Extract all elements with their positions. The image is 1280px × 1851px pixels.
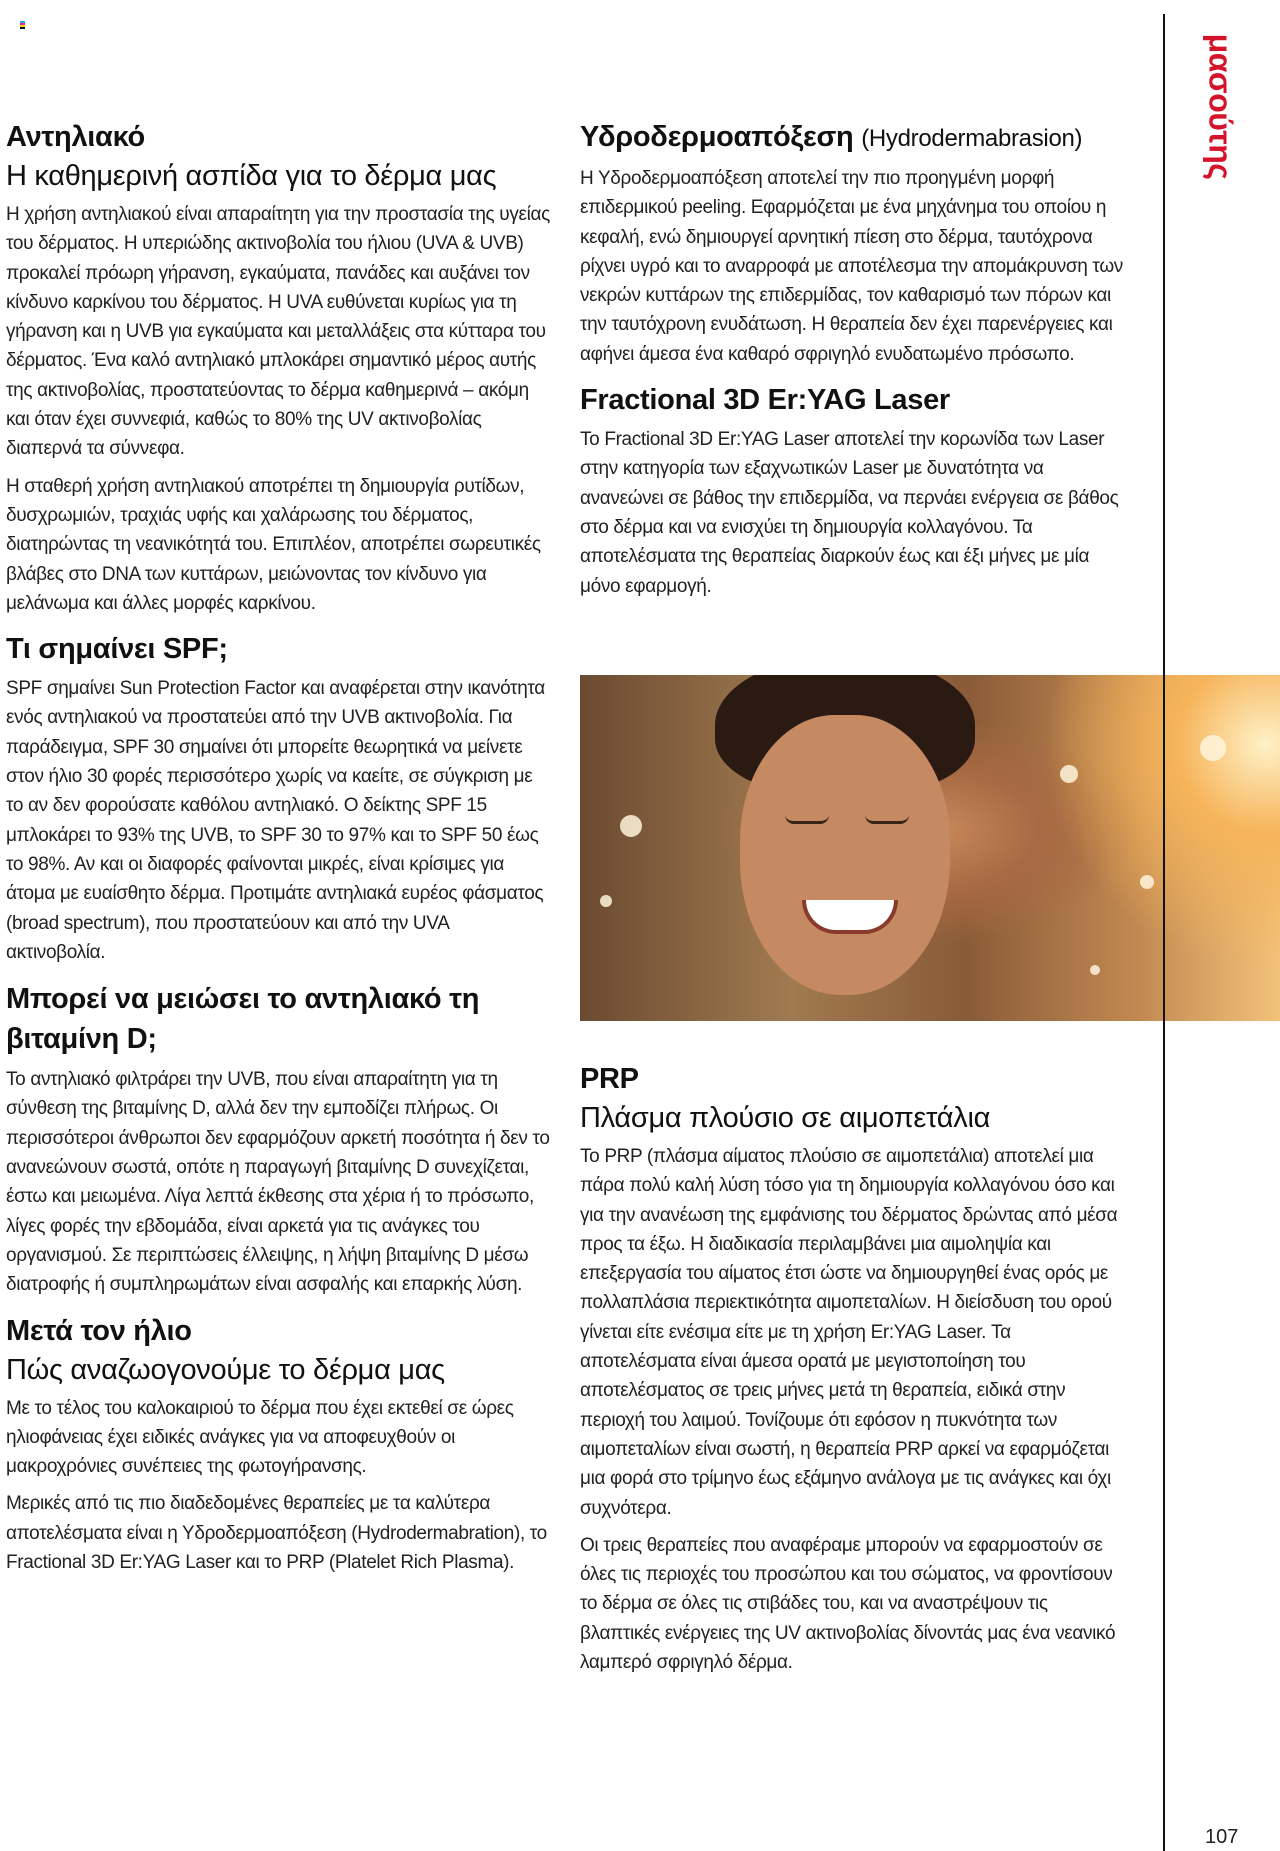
subheading-prp: Πλάσμα πλούσιο σε αιμοπετάλια bbox=[580, 1102, 991, 1134]
photo-eye bbox=[785, 815, 829, 824]
page-number: 107 bbox=[1205, 1826, 1239, 1848]
left-column bbox=[6, 118, 550, 1585]
heading-sunscreen: Αντηλιακό bbox=[6, 121, 145, 153]
bokeh bbox=[1060, 765, 1078, 783]
subheading-after-sun: Πώς αναζωογονούμε το δέρμα μας bbox=[6, 1353, 445, 1386]
heading-hydrodermabrasion-title: Υδροδερμοαπόξεση bbox=[580, 121, 854, 153]
section-spf bbox=[6, 630, 550, 967]
right-column bbox=[580, 118, 1125, 1674]
photo-face bbox=[740, 715, 950, 995]
paragraph: Το αντηλιακό φιλτράρει την UVB, που είναι απαραίτητη για τη σύνθεση της βιταμίνης D, αλλά δεν την εμποδίζει πλήρως. Οι περισσότεροι άνθρωποι δεν εφαρμόζουν αρκετή ποσότητα ή δεν το ανανεώνουν σωστά, οπότε η παραγωγή βιταμίνης D συνεχίζεται, έστω και μειωμένα. Λίγα λεπτά έκθεσης στα χέρια ή το πρόσωπο, λίγες φορές την εβδομάδα, είναι αρκετά για τις ανάγκες του οργανισμού. Σε περιπτώσεις έλλειψης, η λήψη βιταμίνης D μέσω διατροφής ή συμπληρωμάτων είναι ασφαλής και επαρκής λύση. bbox=[6, 1069, 550, 1296]
section-laser bbox=[580, 381, 1125, 601]
bokeh bbox=[1140, 875, 1154, 889]
paragraph: Το PRP (πλάσμα αίματος πλούσιο σε αιμοπετάλια) αποτελεί μια πάρα πολύ καλή λύση τόσο για τη δημιουργία κολλαγόνου όσο και για την ανανέωση της εμφάνισης του δέρματος δρώντας από μέσα προς τα έξω. Η διαδικασία περιλαμβάνει μια αιμοληψία και επεξεργασία του αίματος έτσι ώστε να δημιουργηθεί ένας ορός με πολλαπλάσια περιεκτικότητα αιμοπεταλίων. Η διείσδυση του ορού γίνεται είτε ενέσιμα είτε με τη χρήση Er:YAG Laser. Τα αποτελέσματα είναι άμεσα ορατά με μεγιστοποίηση του αποτελέσματος σε τρεις μήνες μετά τη θεραπεία, ειδικά στην περιοχή του λαιμού. Τονίζουμε ότι εφόσον η πυκνότητα των αιμοπεταλίων είναι σωστή, η θεραπεία PRP αρκεί να εφαρμόζεται μια φορά στο τρίμηνο έως εξάμηνο ανάλογα με τις ανάγκες και όχι συχνότερα. bbox=[580, 1146, 1118, 1519]
photo-eye bbox=[865, 815, 909, 824]
heading-after-sun: Μετά τον ήλιο bbox=[6, 1314, 192, 1347]
paragraph: Οι τρεις θεραπείες που αναφέραμε μπορούν να εφαρμοστούν σε όλες τις περιοχές του προσώπου και του σώματος, να φροντίσουν το δέρμα σε όλες τις στιβάδες του, και να αναστρέψουν τις βλαπτικές ενέργειες της UV ακτινοβολίας δίνοντάς μας ένα νεανικό λαμπερό σφριγηλό δέρμα. bbox=[580, 1534, 1116, 1674]
paragraph: Το Fractional 3D Er:YAG Laser αποτελεί την κορωνίδα των Laser στην κατηγορία των εξαχνωτικών Laser με δυνατότητα να ανανεώνει σε βάθος την επιδερμίδα, να περνάει ενέργεια σε βάθος στο δέρμα και να ενισχύει τη δημιουργία κολλαγόνου. Τα αποτελέσματα της θεραπείας διαρκούν έως και έξι μήνες με μία μόνο εφαρμογή. bbox=[580, 429, 1119, 597]
section-prp bbox=[580, 1060, 1125, 1685]
brand-logo: μασούτης bbox=[1202, 33, 1239, 180]
paragraph: Με το τέλος του καλοκαιριού το δέρμα που έχει εκτεθεί σε ώρες ηλιοφάνειας έχει ειδικές ανάγκες για να αποφευχθούν οι μακροχρόνιες συνέπειες της φωτογήρανσης. bbox=[6, 1397, 514, 1478]
bokeh bbox=[600, 895, 612, 907]
woman-splashing-water-photo bbox=[580, 675, 1280, 1021]
heading-prp: PRP bbox=[580, 1063, 639, 1095]
paragraph: Μερικές από τις πιο διαδεδομένες θεραπείες με τα καλύτερα αποτελέσματα είναι η Υδροδερμοαπόξεση (Hydrodermabration), το Fractional 3D Er:YAG Laser και το PRP (Platelet Rich Plasma). bbox=[6, 1493, 547, 1573]
paragraph: Η σταθερή χρήση αντηλιακού αποτρέπει τη δημιουργία ρυτίδων, δυσχρωμιών, τραχιάς υφής και χαλάρωσης του δέρματος, διατηρώντας τη νεανικότητά του. Επιπλέον, αποτρέπει σωρευτικές βλάβες στο DNA των κυττάρων, μειώνοντας τον κίνδυνο για μελάνωμα και άλλες μορφές καρκίνου. bbox=[6, 475, 541, 614]
section-after-sun bbox=[6, 1312, 550, 1578]
section-sunscreen bbox=[6, 118, 550, 618]
bokeh bbox=[620, 815, 642, 837]
print-color-mark bbox=[20, 21, 25, 29]
subheading-sunscreen: Η καθημερινή ασπίδα για το δέρμα μας bbox=[6, 160, 497, 192]
paragraph: Η χρήση αντηλιακού είναι απαραίτητη για την προστασία της υγείας του δέρματος. Η υπεριώδης ακτινοβολία του ήλιου (UVA & UVB) προκαλεί πρόωρη γήρανση, εγκαύματα, πανάδες και αυξάνει τον κίνδυνο καρκίνου του δέρματος. Η UVA ευθύνεται κυρίως για τη γήρανση και η UVB για εγκαύματα και μεταλλάξεις στα κύτταρα του δέρματος. Ένα καλό αντηλιακό μπλοκάρει σημαντικό μέρος αυτής της ακτινοβολίας, προστατεύοντας το δέρμα καθημερινά – ακόμη και όταν έχει συννεφιά, καθώς το 80% της UV ακτινοβολίας διαπερνά τα σύννεφα. bbox=[6, 204, 550, 460]
vertical-divider bbox=[1163, 14, 1165, 1851]
section-hydrodermabrasion bbox=[580, 118, 1125, 369]
section-vitamin-d bbox=[6, 979, 550, 1299]
heading-laser: Fractional 3D Er:YAG Laser bbox=[580, 384, 950, 417]
paragraph: SPF σημαίνει Sun Protection Factor και αναφέρεται στην ικανότητα ενός αντηλιακού να προστατεύει από την UVB ακτινοβολία. Για παράδειγμα, SPF 30 σημαίνει ότι μπορείτε θεωρητικά να μείνετε στον ήλιο 30 φορές περισσότερο χωρίς να καείτε, σε σύγκριση με το αν δεν φορούσατε καθόλου αντηλιακό. Ο δείκτης SPF 15 μπλοκάρει το 93% της UVB, το SPF 30 το 97% και το SPF 50 έως το 98%. Αν και οι διαφορές φαίνονται μικρές, είναι κρίσιμες για άτομα με ευαίσθητο δέρμα. Προτιμάτε αντηλιακά ευρέος φάσματος (broad spectrum), που προστατεύουν και από την UVA ακτινοβολία. bbox=[6, 678, 545, 963]
bokeh bbox=[1200, 735, 1226, 761]
heading-hydrodermabrasion bbox=[580, 118, 1125, 158]
paragraph: Η Υδροδερμοαπόξεση αποτελεί την πιο προηγμένη μορφή επιδερμικού peeling. Εφαρμόζεται με ένα μηχάνημα του οποίου η κεφαλή, ενώ δημιουργεί αρνητική πίεση στο δέρμα, ταυτόχρονα ρίχνει υγρό και το αναρροφά με αποτέλεσμα την απομάκρυνση των νεκρών κυττάρων της επιδερμίδας, τον καθαρισμό των πόρων και την ταυτόχρονη ενυδάτωση. Η θεραπεία δεν έχει παρενέργειες και αφήνει άμεσα ένα καθαρό σφριγηλό ενυδατωμένο πρόσωπο. bbox=[580, 168, 1123, 365]
bokeh bbox=[1090, 965, 1100, 975]
heading-spf: Τι σημαίνει SPF; bbox=[6, 633, 228, 666]
heading-hydrodermabrasion-suffix: (Hydrodermabrasion) bbox=[861, 125, 1083, 152]
heading-vitamin-d: Μπορεί να μειώσει το αντηλιακό τη βιταμίνη D; bbox=[6, 983, 480, 1056]
